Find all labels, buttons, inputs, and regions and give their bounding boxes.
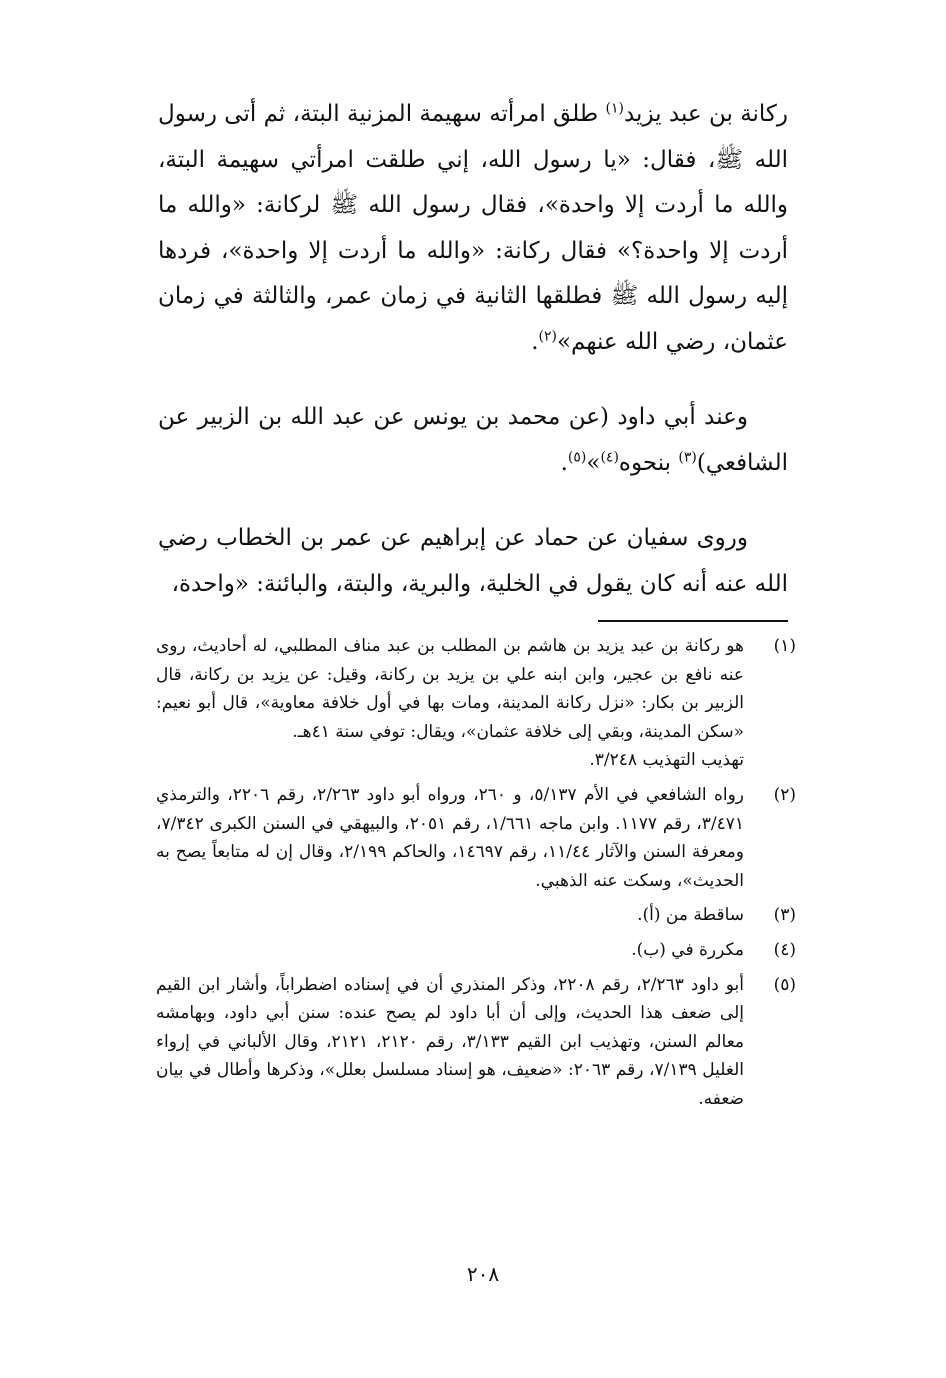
footnote-body bbox=[156, 781, 744, 895]
footnote-text: أبو داود ٢/٢٦٣، رقم ٢٢٠٨، وذكر المنذري أن في إسناده اضطراباً، وأشار ابن القيم إلى ضعف هذا الحديث، وإلى أن أبا داود لم يصح عنده: سنن أبي داود، وبهامشه معالم السنن، وتهذيب ابن القيم ٣/١٣٣، رقم ٢١٢٠، ٢١٢١، وقال الألباني في إرواء الغليل ٧/١٣٩، رقم ٢٠٦٣: «ضعيف، هو إسناد مسلسل بعلل»، وذكرها وأطال في بيان ضعفه. bbox=[156, 974, 745, 1109]
footnote-number: (٤) bbox=[773, 939, 796, 960]
footnote-text: هو ركانة بن عبد يزيد بن هاشم بن المطلب بن عبد مناف المطلبي، له أحاديث، روى عنه نافع بن عجير، وابن ابنه علي بن يزيد بن ركانة، وقيل: عن يزيد بن ركانة، قال الزبير بن بكار: «نزل ركانة المدينة، ومات بها في أول خلافة معاوية»، قال أبو نعيم: «سكن المدينة، وبقي إلى خلافة عثمان»، ويقال: توفي سنة ٤١هـ. bbox=[156, 636, 744, 742]
footnote-text: ساقطة من (أ). bbox=[637, 905, 744, 926]
main-text bbox=[158, 92, 788, 607]
paragraph-1-text-c: . bbox=[531, 328, 539, 355]
footnote-1 bbox=[156, 632, 796, 775]
footnote-4 bbox=[156, 936, 796, 965]
footnote-number: (٢) bbox=[773, 784, 796, 805]
footnote-ref-4[interactable]: (٤) bbox=[600, 448, 619, 465]
footnote-ref-2[interactable]: (٢) bbox=[538, 327, 557, 344]
footnote-3 bbox=[156, 901, 796, 930]
page-number: ٢٠٨ bbox=[466, 1262, 500, 1286]
paragraph-2-text-b: بنحوه bbox=[618, 449, 679, 476]
footnote-separator bbox=[598, 620, 788, 622]
paragraph-1-text-b: طلق امرأته سهيمة المزنية البتة، ثم أتى رسول الله ﷺ، فقال: «يا رسول الله، إني طلقت امرأتي سهيمة البتة، والله ما أردت إلا واحدة»، فقال رسول الله ﷺ لركانة: «والله ما أردت إلا واحدة؟» فقال ركانة: «والله ما أردت إلا واحدة»، فردها إليه رسول الله ﷺ فطلقها الثانية في زمان عمر، والثالثة في زمان عثمان، رضي الله عنهم» bbox=[158, 101, 788, 355]
footnote-body bbox=[156, 632, 744, 775]
footnote-body bbox=[156, 901, 744, 930]
paragraph-2-text-d: . bbox=[560, 449, 568, 476]
paragraph-2 bbox=[158, 395, 788, 486]
footnote-body bbox=[156, 936, 744, 965]
footnote-ref-3[interactable]: (٣) bbox=[678, 448, 697, 465]
footnotes bbox=[156, 632, 796, 1120]
footnote-2 bbox=[156, 781, 796, 895]
paragraph-2-text-a: وعند أبي داود (عن محمد بن يونس عن عبد الله بن الزبير عن الشافعي) bbox=[158, 404, 788, 476]
paragraph-3: وروى سفيان عن حماد عن إبراهيم عن عمر بن الخطاب رضي الله عنه أنه كان يقول في الخلية، والبرية، والبتة، والبائنة: «واحدة، bbox=[158, 525, 788, 597]
footnote-number: (١) bbox=[773, 636, 796, 656]
footnote-source: تهذيب التهذيب ٣/٢٤٨. bbox=[589, 750, 744, 771]
footnote-5 bbox=[156, 971, 796, 1114]
footnote-ref-5[interactable]: (٥) bbox=[567, 448, 587, 465]
paragraph-2-text-c: » bbox=[586, 449, 601, 476]
footnote-text: رواه الشافعي في الأم ٥/١٣٧، و ٢٦٠، ورواه أبو داود ٢/٢٦٣، رقم ٢٢٠٦، والترمذي ٣/٤٧١، رقم ١١٧٧. وابن ماجه ١/٦٦١، رقم ٢٠٥١، والبيهقي في السنن الكبرى ٧/٣٤٢، ومعرفة السنن والآثار ١١/٤٤، رقم ١٤٦٩٧، والحاكم ٢/١٩٩، وقال إن له متابعاً يصح به الحديث»، وسكت عنه الذهبي. bbox=[156, 784, 745, 891]
footnote-number: (٥) bbox=[773, 974, 796, 995]
footnote-text: مكررة في (ب). bbox=[631, 939, 744, 960]
footnote-ref-1[interactable]: (١) bbox=[605, 100, 624, 117]
footnote-number: (٣) bbox=[773, 905, 796, 926]
footnote-body bbox=[156, 971, 744, 1114]
paragraph-1-text-a: ركانة بن عبد يزيد bbox=[623, 101, 788, 127]
paragraph-1 bbox=[158, 92, 788, 365]
